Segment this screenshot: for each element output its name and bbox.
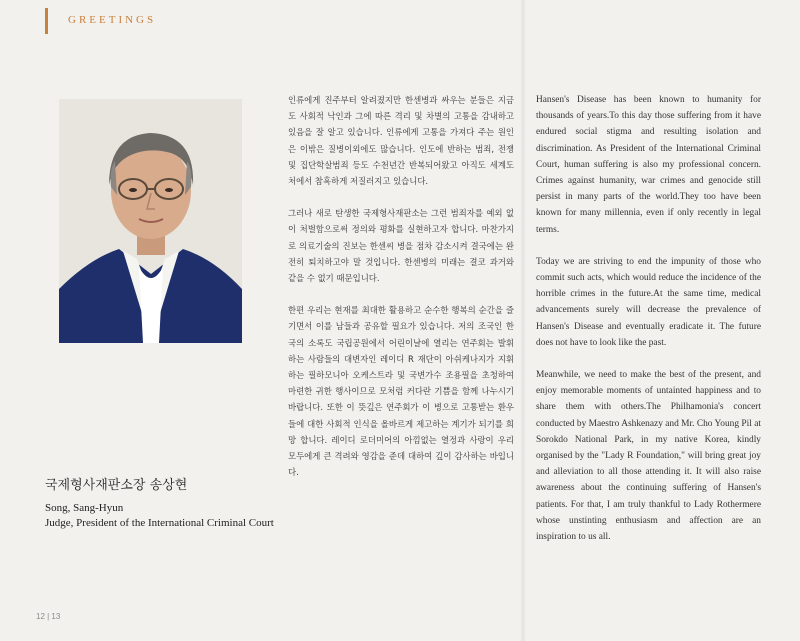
portrait-photo	[59, 99, 242, 343]
header-accent-bar	[45, 8, 48, 34]
english-paragraph: Meanwhile, we need to make the best of the present, and enjoy memorable moments of untainted happiness and to share them with others.The Philhamonia's concert conducted by Maestro Ashkenazy and Mr. Cho Young Pil at Sorokdo National Park, in my native Korea, kindly organised by the "Lady R Foundation," will bring great joy and alleviation to all those attending it. It will also raise awareness about the continuing suffering of Hansen's patients. For that, I am truly thankful to Lady Rothermere whose unstinting enthusiasm and affection are an inspiration to us all.	[536, 370, 761, 543]
english-paragraph: Today we are striving to end the impunity of those who commit such acts, which would reduce the incidence of the horrible crimes in the future.At the same time, medical advancements surely will decrease the prevalence of Hansen's Disease and eventually eradicate it. The future does not have to look like the past.	[536, 256, 761, 348]
caption-korean: 국제형사재판소장 송상현	[45, 478, 188, 493]
caption-role: Judge, President of the International Criminal Court	[45, 517, 274, 529]
korean-paragraph: 그러나 새로 탄생한 국제형사재판소는 그런 범죄자를 예외 없이 처벌함으로써 정의와 평화를 실현하고자 합니다. 마찬가지로 의료기술의 진보는 한센씨 병을 점차 감소시켜 결국에는 완전히 퇴치하고야 말 것입니다. 한센병의 미래는 결코 과거와 같을 수 없기 때문입니다.	[288, 208, 514, 284]
page-gutter	[520, 0, 526, 641]
english-paragraph: Hansen's Disease has been known to humanity for thousands of years.To this day those suffering from it have endured social stigma and resulting isolation and discrimination. As President of the International Criminal Court, human suffering is also my professional concern. Crimes against humanity, war crimes and genocide still persist in many parts of the world.They too have been known for many millennia, even if only recently in legal terms.	[536, 95, 761, 235]
english-text-column	[536, 92, 761, 561]
korean-paragraph: 한편 우리는 현재를 최대한 활용하고 순수한 행복의 순간을 즐기면서 이를 남들과 공유할 필요가 있습니다. 저의 조국인 한국의 소록도 국립공원에서 어린이날에 열리는 연주회는 발휘하는 사람들의 대변자인 레이디 R 재단이 아쉬케나지가 지휘하는 필하모니아 오케스트라 및 국변가수 조용필을 초청하여 마련한 귀한 행사이므로 모처럼 커다란 기쁨을 함께 나누시기 바랍니다. 또한 이 뜻깊은 연주회가 이 병으로 고통받는 환우들에 대한 사회적 인식을 올바르게 제고하는 계기가 되기를 희망 합니다. 레이디 로더미어의 아낌없는 열정과 사랑이 우리 모두에게 큰 격려와 영감을 준데 대하여 깊이 감사하는 바입니다.	[288, 305, 514, 478]
section-title: GREETINGS	[68, 14, 157, 26]
korean-paragraph: 인류에게 진주부터 알려졌지만 한센병과 싸우는 분들은 지금도 사회적 낙인과 그에 따른 격리 및 차별의 고통을 감내하고 있음을 잘 알고 있습니다. 인류에게 고통을 가져다 주는 원인은 이밖은 질병이외에도 많습니다. 인도에 반하는 범죄, 전쟁 및 집단학살범죄 등도 수천년간 반복되어왔고 아직도 세계도처에서 참혹하게 저질러지고 있습니다.	[288, 95, 514, 187]
korean-text-column	[288, 92, 514, 496]
caption-name: Song, Sang-Hyun	[45, 502, 124, 514]
caption-english	[45, 501, 274, 531]
page-numbers: 12 | 13	[36, 612, 61, 621]
